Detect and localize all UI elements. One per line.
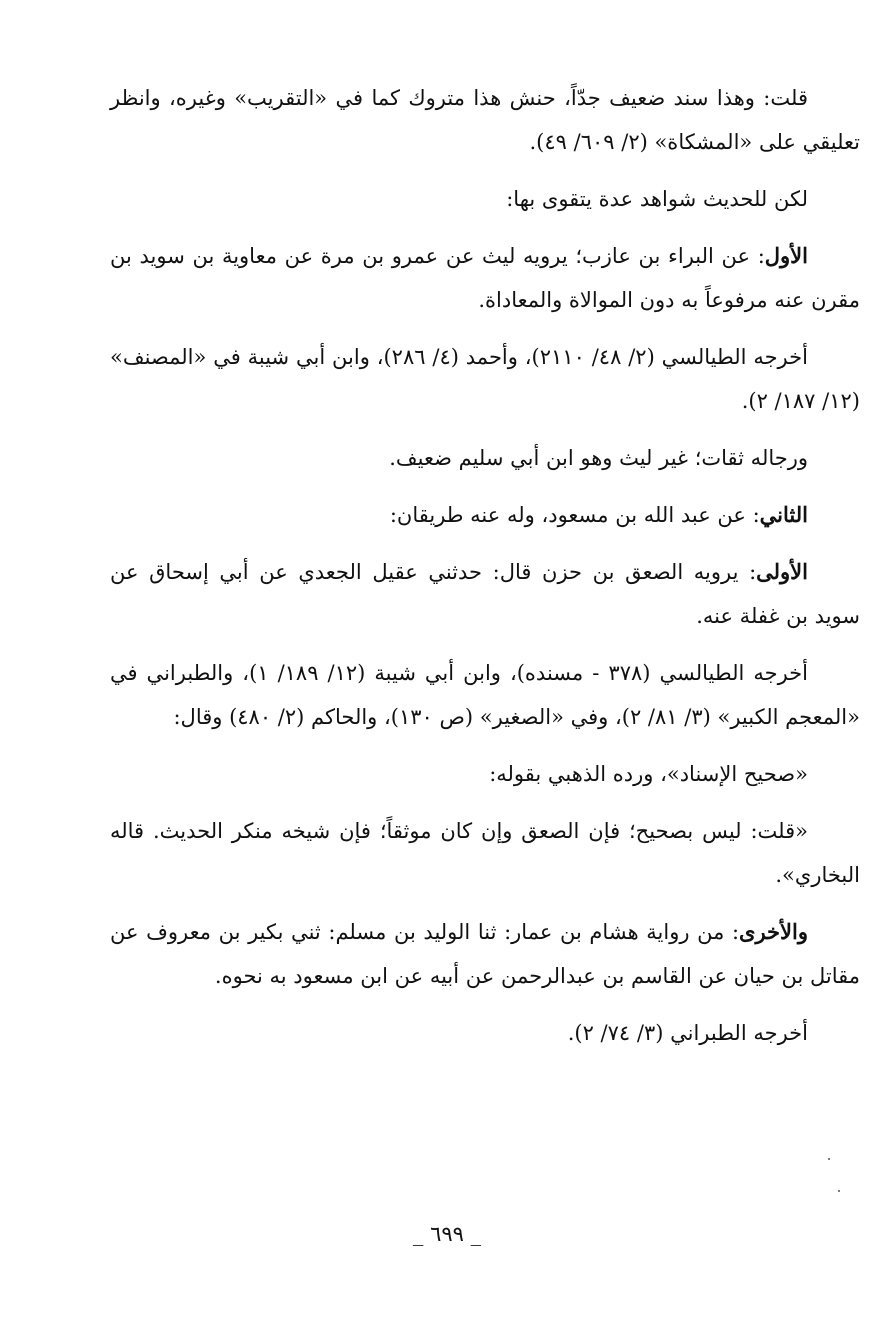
page-body — [110, 76, 860, 1068]
paragraph-4 — [110, 335, 860, 423]
paragraph-1-text: قلت: وهذا سند ضعيف جدّاً، حنش هذا متروك كما في «التقريب» وغيره، وانظر تعليقي على «المشكاة» (٢/ ٦٠٩/ ٤٩). — [110, 86, 860, 154]
paragraph-8-text: أخرجه الطيالسي (٣٧٨ - مسنده)، وابن أبي شيبة (١٢/ ١٨٩/ ١)، والطبراني في «المعجم الكبير» (٣/ ٨١/ ٢)، وفي «الصغير» (ص ١٣٠)، والحاكم (٢/ ٤٨٠) وقال: — [110, 661, 860, 729]
paragraph-7-lead: الأولى — [756, 559, 808, 584]
paragraph-3-text: : عن البراء بن عازب؛ يرويه ليث عن عمرو بن مرة عن معاوية بن سويد بن مقرن عنه مرفوعاً به دون الموالاة والمعاداة. — [110, 244, 860, 312]
paragraph-8 — [110, 651, 860, 739]
paragraph-7-text: : يرويه الصعق بن حزن قال: حدثني عقيل الجعدي عن أبي إسحاق عن سويد بن غفلة عنه. — [110, 560, 860, 628]
paragraph-4-text: أخرجه الطيالسي (٢/ ٤٨/ ٢١١٠)، وأحمد (٤/ ٢٨٦)، وابن أبي شيبة في «المصنف» (١٢/ ١٨٧/ ٢). — [110, 345, 860, 413]
paragraph-3 — [110, 234, 860, 322]
paragraph-11-text: : من رواية هشام بن عمار: ثنا الوليد بن مسلم: ثني بكير بن معروف عن مقاتل بن حيان عن القاسم بن عبدالرحمن عن أبيه عن ابن مسعود به نحوه. — [110, 920, 860, 988]
paragraph-6-lead: الثاني — [759, 502, 808, 527]
paragraph-1 — [110, 76, 860, 164]
paragraph-11-lead: والأخرى — [739, 919, 808, 944]
scan-speck — [828, 1158, 830, 1160]
paragraph-10 — [110, 809, 860, 897]
page-number: _ ٦٩٩ _ — [412, 1222, 482, 1246]
paragraph-6-text: : عن عبد الله بن مسعود، وله عنه طريقان: — [389, 503, 760, 527]
paragraph-10-text: «قلت: ليس بصحيح؛ فإن الصعق وإن كان موثقاً؛ فإن شيخه منكر الحديث. قاله البخاري». — [110, 819, 860, 887]
paragraph-5-text: ورجاله ثقات؛ غير ليث وهو ابن أبي سليم ضعيف. — [389, 446, 808, 470]
paragraph-2-text: لكن للحديث شواهد عدة يتقوى بها: — [506, 187, 808, 211]
paragraph-9 — [110, 752, 860, 796]
scan-speck — [838, 1190, 840, 1192]
paragraph-9-text: «صحيح الإسناد»، ورده الذهبي بقوله: — [489, 762, 808, 786]
paragraph-2 — [110, 177, 860, 221]
paragraph-12-text: أخرجه الطبراني (٣/ ٧٤/ ٢). — [567, 1021, 808, 1045]
paragraph-5 — [110, 436, 860, 480]
paragraph-7 — [110, 550, 860, 638]
paragraph-12 — [110, 1011, 860, 1055]
paragraph-6 — [110, 493, 860, 537]
paragraph-11 — [110, 910, 860, 998]
paragraph-3-lead: الأول — [764, 243, 808, 268]
